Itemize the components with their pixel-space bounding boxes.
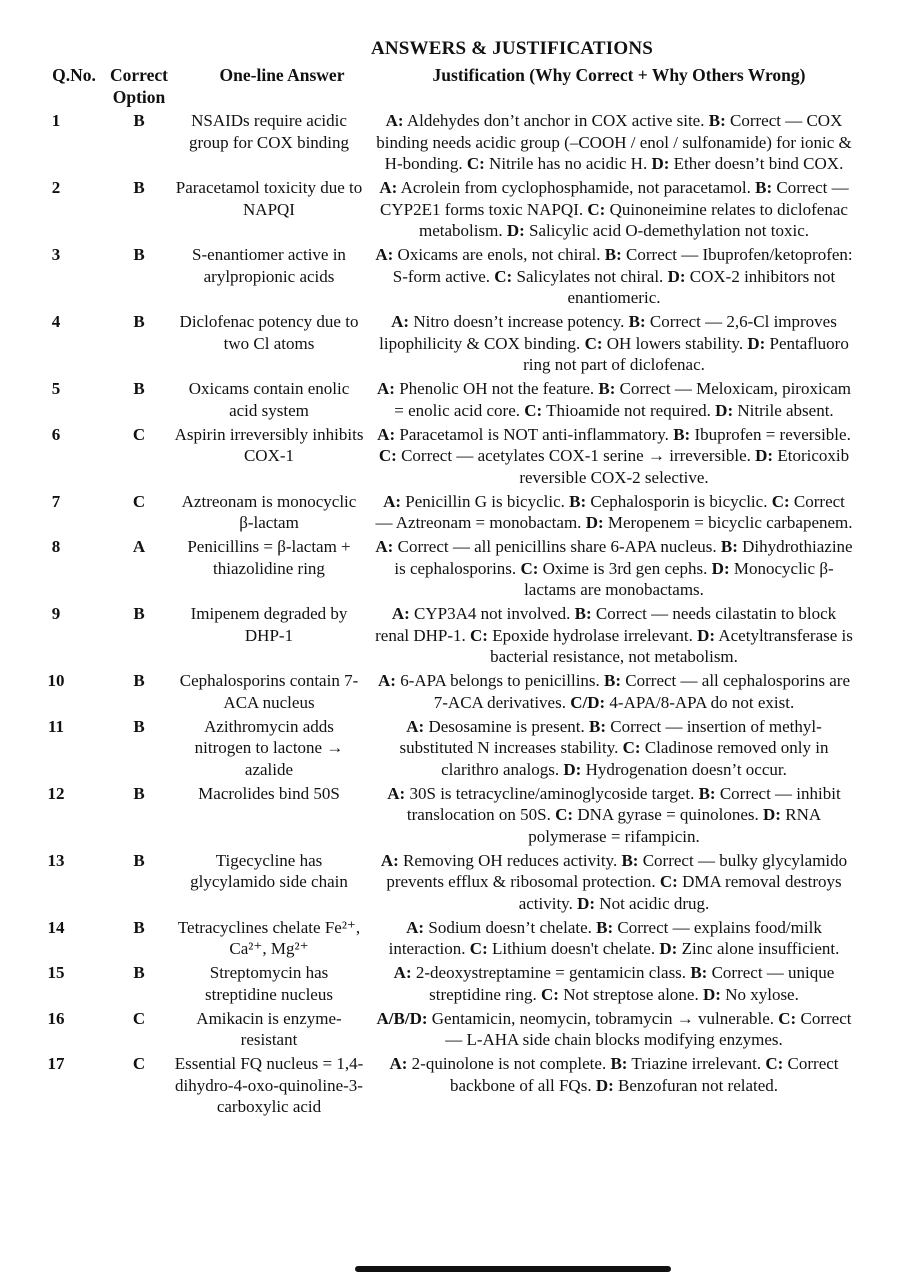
correct-option: B xyxy=(133,716,145,736)
table-row xyxy=(0,244,912,309)
option-explanation: Correct — Ibuprofen/ketoprofen: S-form active. xyxy=(392,245,853,286)
option-key: B: xyxy=(720,537,738,556)
justification xyxy=(374,177,854,242)
option-key: C: xyxy=(466,154,485,173)
option-key: A: xyxy=(393,963,412,982)
header-qno: Q.No. xyxy=(52,65,96,85)
option-explanation: Correct — L-AHA side chain blocks modifying enzymes. xyxy=(445,1008,852,1049)
correct-option: B xyxy=(133,850,145,870)
table-row xyxy=(0,424,912,489)
table-row xyxy=(0,311,912,376)
one-line-answer: S-enantiomer active in arylpropionic acids xyxy=(192,245,346,286)
option-explanation: Penicillin G is bicyclic. xyxy=(405,491,565,511)
correct-option: C xyxy=(132,1054,146,1073)
option-explanation: Salicylic acid O-demethylation not toxic. xyxy=(529,221,809,240)
option-key: D: xyxy=(659,939,678,958)
option-explanation: Cephalosporin is bicyclic. xyxy=(590,491,768,511)
correct-option: B xyxy=(133,178,145,197)
option-explanation: No xylose. xyxy=(725,984,799,1004)
option-explanation: Correct — needs cilastatin to block renal DHP-1. xyxy=(375,604,837,645)
option-explanation: Oxime is 3rd gen cephs. xyxy=(542,558,708,578)
correct-option: B xyxy=(133,379,145,398)
option-key: A: xyxy=(387,783,406,803)
option-explanation: Correct — all penicillins share 6-APA nucleus. xyxy=(397,537,717,556)
option-key: D: xyxy=(763,805,781,824)
option-explanation: Correct — Aztreonam = monobactam. xyxy=(375,491,845,532)
page-title: ANSWERS & JUSTIFICATIONS xyxy=(370,38,654,59)
option-key: A: xyxy=(375,245,394,264)
option-explanation: Etoricoxib reversible COX-2 selective. xyxy=(519,446,850,487)
justification xyxy=(374,1008,854,1051)
option-explanation: Hydrogenation doesn’t occur. xyxy=(585,759,787,779)
one-line-answer: Aztreonam is monocyclic β-lactam xyxy=(181,491,357,532)
justification xyxy=(374,536,854,601)
option-explanation: Gentamicin, neomycin, tobramycin → vulnerable. xyxy=(431,1008,775,1028)
option-explanation: Nitro doesn’t increase potency. xyxy=(413,312,625,331)
correct-option: C xyxy=(132,424,146,444)
option-key: A: xyxy=(389,1054,408,1073)
option-key: B: xyxy=(588,716,606,736)
justification xyxy=(374,491,854,534)
option-explanation: Not acidic drug. xyxy=(599,893,710,913)
table-row xyxy=(0,962,912,1005)
option-key: C: xyxy=(494,266,513,286)
option-key: B: xyxy=(598,379,616,398)
option-explanation: Epoxide hydrolase irrelevant. xyxy=(492,625,693,645)
option-key: C: xyxy=(469,939,488,958)
option-key: D: xyxy=(715,400,734,420)
one-line-answer: Imipenem degraded by DHP-1 xyxy=(190,604,348,645)
justification xyxy=(374,716,854,781)
option-explanation: Meropenem = bicyclic carbapenem. xyxy=(607,513,853,532)
option-key: A: xyxy=(406,917,425,937)
question-number: 7 xyxy=(51,491,61,511)
option-explanation: Sodium doesn’t chelate. xyxy=(428,917,592,937)
option-explanation: Correct — insertion of methyl-substituted N increases stability. xyxy=(399,716,822,757)
option-explanation: Correct — inhibit translocation on 50S. xyxy=(406,783,841,824)
option-explanation: DMA removal destroys activity. xyxy=(518,872,842,913)
option-key: C/D: xyxy=(570,692,606,712)
option-explanation: Nitrile absent. xyxy=(737,400,834,420)
question-number: 17 xyxy=(47,1054,65,1073)
question-number: 1 xyxy=(51,111,61,130)
correct-option: C xyxy=(132,491,146,511)
question-number: 6 xyxy=(51,424,61,444)
table-row xyxy=(0,716,912,781)
justification xyxy=(374,603,854,668)
option-explanation: Lithium doesn't chelate. xyxy=(492,939,656,958)
option-explanation: Aldehydes don’t anchor in COX active site. xyxy=(406,111,705,130)
option-key: C: xyxy=(541,984,559,1004)
option-key: A: xyxy=(385,111,404,130)
question-number: 10 xyxy=(47,671,65,690)
option-explanation: Correct — CYP2E1 forms toxic NAPQI. xyxy=(380,178,849,219)
correct-option: B xyxy=(133,245,145,264)
option-key: A: xyxy=(379,178,398,197)
one-line-answer: NSAIDs require acidic group for COX binding xyxy=(188,111,350,152)
option-key: C: xyxy=(778,1008,797,1028)
correct-option: B xyxy=(133,111,145,130)
table-row xyxy=(0,378,912,421)
option-key: D: xyxy=(711,558,730,578)
option-key: A: xyxy=(377,424,396,444)
option-key: A: xyxy=(391,312,410,331)
option-explanation: Paracetamol is NOT anti-inflammatory. xyxy=(399,424,669,444)
option-key: B: xyxy=(621,850,639,870)
justification xyxy=(374,1053,854,1118)
option-explanation: Correct — unique streptidine ring. xyxy=(429,963,835,1004)
justification xyxy=(374,110,854,175)
option-key: D: xyxy=(595,1075,614,1095)
option-key: C: xyxy=(378,446,397,465)
option-explanation: Correct — all cephalosporins are 7-ACA derivatives. xyxy=(433,671,850,712)
question-number: 14 xyxy=(47,917,65,937)
justification xyxy=(374,378,854,421)
option-key: A: xyxy=(391,604,410,623)
option-explanation: CYP3A4 not involved. xyxy=(414,604,571,623)
table-row xyxy=(0,110,912,175)
option-key: A: xyxy=(383,491,402,511)
table-row xyxy=(0,491,912,534)
question-number: 8 xyxy=(51,537,61,556)
correct-option: B xyxy=(133,783,145,803)
table-row xyxy=(0,1053,912,1118)
option-key: B: xyxy=(604,671,622,690)
option-explanation: Phenolic OH not the feature. xyxy=(399,379,595,398)
option-key: C: xyxy=(555,805,574,824)
option-explanation: Triazine irrelevant. xyxy=(631,1054,762,1073)
option-explanation: COX-2 inhibitors not enantiomeric. xyxy=(567,266,836,307)
justification xyxy=(374,311,854,376)
one-line-answer: Tigecycline has glycylamido side chain xyxy=(190,850,348,891)
option-key: C: xyxy=(622,738,641,757)
option-explanation: Nitrile has no acidic H. xyxy=(489,154,648,173)
justification xyxy=(374,424,854,489)
one-line-answer: Paracetamol toxicity due to NAPQI xyxy=(175,178,363,219)
option-explanation: 6-APA belongs to penicillins. xyxy=(400,671,600,690)
option-key: D: xyxy=(702,984,721,1004)
option-key: A/B/D: xyxy=(376,1008,428,1028)
option-key: B: xyxy=(604,245,622,264)
correct-option: B xyxy=(133,963,145,982)
option-explanation: Correct backbone of all FQs. xyxy=(449,1054,839,1095)
option-explanation: OH lowers stability. xyxy=(606,333,744,353)
option-explanation: Quinoneimine relates to diclofenac metabolism. xyxy=(419,199,848,240)
option-key: C: xyxy=(520,558,539,578)
option-explanation: Correct — Meloxicam, piroxicam = enolic acid core. xyxy=(394,379,851,420)
correct-option: B xyxy=(133,312,145,331)
table-row xyxy=(0,536,912,601)
option-explanation: 30S is tetracycline/aminoglycoside target. xyxy=(409,783,695,803)
option-key: D: xyxy=(755,446,774,465)
justification xyxy=(374,850,854,915)
option-explanation: DNA gyrase = quinolones. xyxy=(577,805,759,824)
option-explanation: Correct — acetylates COX-1 serine → irreversible. xyxy=(401,446,751,465)
option-explanation: Monocyclic β-lactams are monobactams. xyxy=(524,558,834,599)
question-number: 5 xyxy=(51,379,61,398)
option-explanation: Benzofuran not related. xyxy=(618,1075,779,1095)
option-key: C: xyxy=(587,199,606,219)
correct-option: B xyxy=(133,671,145,690)
option-explanation: Acetyltransferase is bacterial resistance, not metabolism. xyxy=(490,625,853,666)
correct-option: B xyxy=(133,917,145,937)
one-line-answer: Azithromycin adds nitrogen to lactone → azalide xyxy=(194,716,344,779)
option-key: D: xyxy=(577,893,596,913)
correct-option: A xyxy=(132,537,146,556)
option-key: D: xyxy=(667,266,686,286)
question-number: 9 xyxy=(51,604,61,623)
option-key: B: xyxy=(698,783,716,803)
option-explanation: Acrolein from cyclophosphamide, not paracetamol. xyxy=(400,178,751,197)
table-row xyxy=(0,603,912,668)
header-correct-option: Correct Option xyxy=(110,65,168,107)
option-explanation: 4-APA/8-APA do not exist. xyxy=(609,692,795,712)
option-key: C: xyxy=(584,333,603,353)
one-line-answer: Cephalosporins contain 7-ACA nucleus xyxy=(179,671,359,712)
option-explanation: Oxicams are enols, not chiral. xyxy=(397,245,601,264)
option-explanation: Correct — explains food/milk interaction. xyxy=(388,917,822,958)
question-number: 13 xyxy=(47,850,65,870)
option-key: D: xyxy=(651,154,670,173)
correct-option: C xyxy=(132,1008,146,1028)
one-line-answer: Penicillins = β-lactam + thiazolidine ring xyxy=(187,537,351,578)
option-explanation: Ether doesn’t bind COX. xyxy=(673,154,844,173)
question-number: 4 xyxy=(51,312,61,331)
question-number: 15 xyxy=(47,963,65,982)
option-key: B: xyxy=(596,917,614,937)
option-key: A: xyxy=(406,716,425,736)
option-explanation: Correct — bulky glycylamido prevents efflux & ribosomal protection. xyxy=(386,850,848,891)
justification xyxy=(374,670,854,713)
option-key: C: xyxy=(771,491,790,511)
option-explanation: Not streptose alone. xyxy=(563,984,699,1004)
answers-table xyxy=(0,110,912,1120)
option-explanation: Correct — COX binding needs acidic group (–COOH / enol / sulfonamide) for ionic & H-bonding. xyxy=(376,111,852,173)
table-row xyxy=(0,783,912,848)
option-key: B: xyxy=(574,604,592,623)
table-row xyxy=(0,1008,912,1051)
question-number: 16 xyxy=(47,1008,65,1028)
option-key: C: xyxy=(470,625,488,645)
option-key: B: xyxy=(755,178,773,197)
option-key: A: xyxy=(377,671,396,690)
option-explanation: Removing OH reduces activity. xyxy=(403,850,618,870)
option-key: A: xyxy=(380,850,399,870)
option-key: B: xyxy=(628,312,646,331)
option-key: A: xyxy=(377,379,395,398)
one-line-answer: Tetracyclines chelate Fe²⁺, Ca²⁺, Mg²⁺ xyxy=(177,917,361,958)
justification xyxy=(374,917,854,960)
option-key: C: xyxy=(765,1054,784,1073)
option-key: D: xyxy=(697,625,716,645)
table-row xyxy=(0,917,912,960)
one-line-answer: Diclofenac potency due to two Cl atoms xyxy=(179,312,359,353)
option-explanation: Salicylates not chiral. xyxy=(516,266,664,286)
option-key: C: xyxy=(659,872,678,891)
option-explanation: Thioamide not required. xyxy=(546,400,711,420)
justification xyxy=(374,783,854,848)
question-number: 11 xyxy=(47,716,65,736)
option-explanation: Desosamine is present. xyxy=(428,716,585,736)
option-key: B: xyxy=(569,491,587,511)
option-explanation: Dihydrothiazine is cephalosporins. xyxy=(394,537,853,578)
option-key: B: xyxy=(610,1054,628,1073)
option-explanation: 2-quinolone is not complete. xyxy=(411,1054,607,1073)
option-explanation: Zinc alone insufficient. xyxy=(681,939,840,958)
option-explanation: 2-deoxystreptamine = gentamicin class. xyxy=(415,963,687,982)
option-key: A: xyxy=(375,537,394,556)
option-explanation: Correct — 2,6-Cl improves lipophilicity & COX binding. xyxy=(379,312,837,353)
question-number: 12 xyxy=(47,783,65,803)
option-explanation: RNA polymerase = rifampicin. xyxy=(528,805,822,846)
option-key: B: xyxy=(708,111,726,130)
table-row xyxy=(0,670,912,713)
one-line-answer: Macrolides bind 50S xyxy=(198,783,340,803)
option-key: D: xyxy=(506,221,525,240)
justification xyxy=(374,962,854,1005)
header-justification: Justification (Why Correct + Why Others Wrong) xyxy=(432,65,806,85)
option-explanation: Ibuprofen = reversible. xyxy=(694,424,851,444)
question-number: 2 xyxy=(51,178,61,197)
option-explanation: Cladinose removed only in clarithro analogs. xyxy=(441,738,829,779)
option-key: B: xyxy=(690,963,708,982)
justification xyxy=(374,244,854,309)
option-key: D: xyxy=(585,513,604,532)
option-key: D: xyxy=(747,333,766,353)
header-one-line-answer: One-line Answer xyxy=(219,65,345,85)
one-line-answer: Oxicams contain enolic acid system xyxy=(188,379,350,420)
one-line-answer: Amikacin is enzyme-resistant xyxy=(196,1008,342,1049)
option-key: C: xyxy=(524,400,543,420)
option-explanation: Pentafluoro ring not part of diclofenac. xyxy=(523,333,849,374)
correct-option: B xyxy=(133,604,145,623)
home-indicator[interactable] xyxy=(355,1266,671,1272)
question-number: 3 xyxy=(51,245,61,264)
one-line-answer: Streptomycin has streptidine nucleus xyxy=(205,963,333,1004)
one-line-answer: Aspirin irreversibly inhibits COX-1 xyxy=(174,424,364,465)
option-key: D: xyxy=(563,759,582,779)
table-row xyxy=(0,177,912,242)
option-key: B: xyxy=(673,424,691,444)
table-row xyxy=(0,850,912,915)
one-line-answer: Essential FQ nucleus = 1,4-dihydro-4-oxo-quinoline-3-carboxylic acid xyxy=(174,1054,364,1116)
